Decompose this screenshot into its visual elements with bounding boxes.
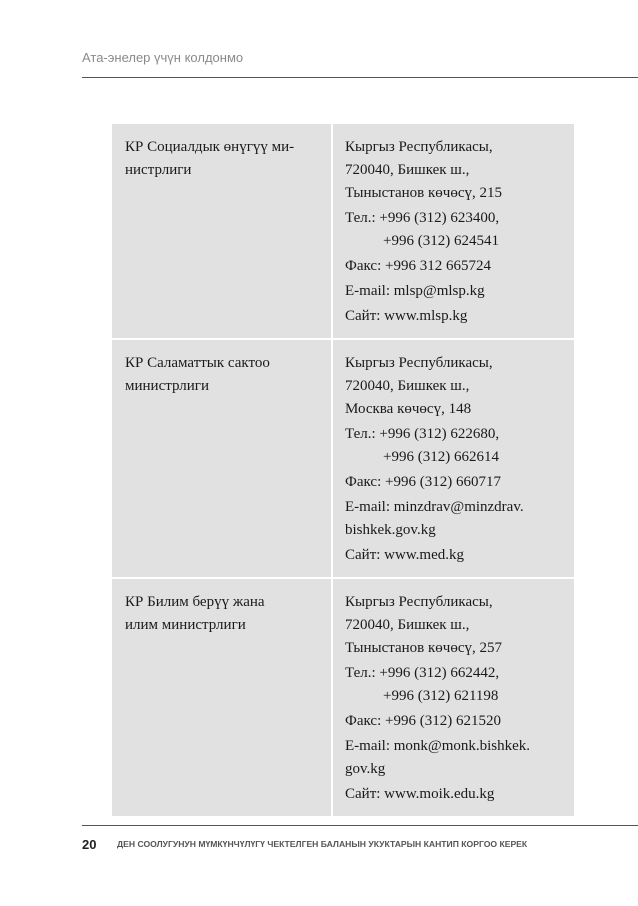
table-row [112,124,574,339]
ministry-name-line: нистрлиги [125,162,192,178]
ministry-name-cell [112,339,332,578]
contact-details-cell [332,339,574,578]
email-line: E-mail: mlsp@mlsp.kg [345,283,485,299]
address-line: Кыргыз Республикасы, [345,139,493,155]
ministry-name-line: министрлиги [125,378,209,394]
ministry-name-line: илим министрлиги [125,617,246,633]
page-number: 20 [82,837,97,852]
address-line: Тыныстанов көчөсү, 215 [345,185,503,201]
address-line: Кыргыз Республикасы, [345,594,493,610]
address-line: 720040, Бишкек ш., [345,378,470,394]
contact-details-cell [332,578,574,816]
phone-line: Тел.: +996 (312) 662442, [345,665,500,681]
address-line: Москва көчөсү, 148 [345,401,472,417]
phone-line: Тел.: +996 (312) 623400, [345,210,500,226]
phone-line: +996 (312) 662614 [383,449,499,465]
fax-line: Факс: +996 (312) 621520 [345,713,501,729]
email-line: bishkek.gov.kg [345,522,436,538]
fax-line: Факс: +996 (312) 660717 [345,474,501,490]
website-line: Сайт: www.med.kg [345,547,465,563]
email-line: gov.kg [345,761,386,777]
ministry-name-line: КР Саламаттык сактоо [125,355,270,371]
table-row [112,339,574,578]
running-footer-title: ДЕН СООЛУГУНУН МҮМКҮНЧҮЛҮГҮ ЧЕКТЕЛГЕН БАЛАНЫН УКУКТАРЫН КАНТИП КОРГОО КЕРЕК [117,839,528,849]
ministry-name-line: КР Билим берүү жана [125,594,265,610]
email-line: E-mail: minzdrav@minzdrav. [345,499,524,515]
phone-line: Тел.: +996 (312) 622680, [345,426,500,442]
header-rule [82,77,638,78]
contacts-table [112,124,574,816]
running-header-title: Ата-энелер үчүн колдонмо [82,50,244,65]
ministry-name-cell [112,578,332,816]
email-line: E-mail: monk@monk.bishkek. [345,738,531,754]
address-line: Кыргыз Республикасы, [345,355,493,371]
address-line: Тыныстанов көчөсү, 257 [345,640,503,656]
address-line: 720040, Бишкек ш., [345,617,470,633]
phone-line: +996 (312) 624541 [383,233,499,249]
contact-details-cell [332,124,574,339]
footer-rule [82,825,638,826]
fax-line: Факс: +996 312 665724 [345,258,491,274]
address-line: 720040, Бишкек ш., [345,162,470,178]
website-line: Сайт: www.moik.edu.kg [345,786,495,802]
ministry-name-line: КР Социалдык өнүгүү ми- [125,139,295,155]
ministry-name-cell [112,124,332,339]
phone-line: +996 (312) 621198 [383,688,499,704]
website-line: Сайт: www.mlsp.kg [345,308,468,324]
table-row [112,578,574,816]
